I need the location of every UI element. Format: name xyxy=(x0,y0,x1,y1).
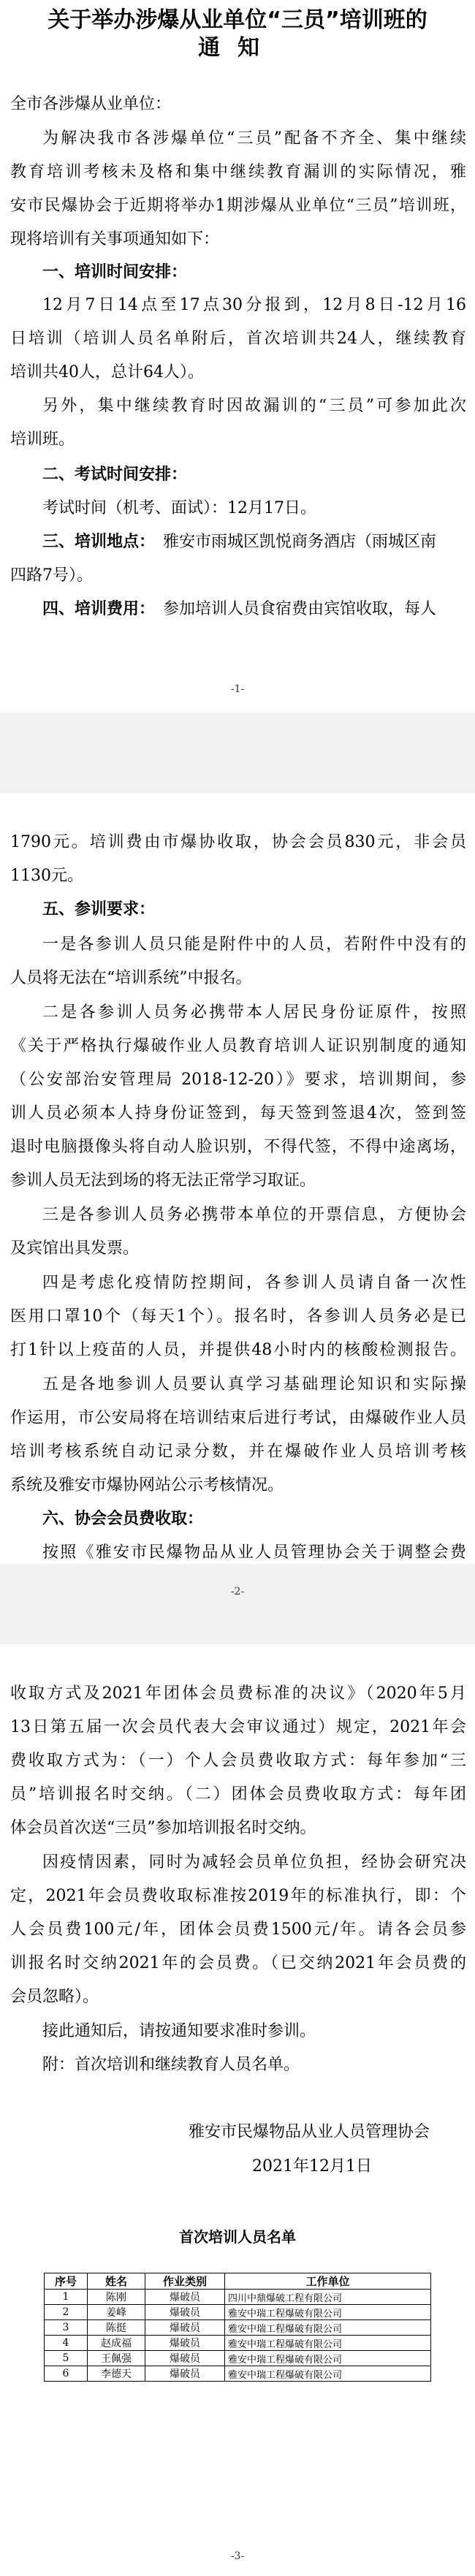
covid-line: 定，2021年会员费收取标准按2019年的标准执行，即：个 xyxy=(10,1887,466,1905)
covid-line: 会员忽略）。 xyxy=(10,1988,99,2006)
section5-p4-line: 打1针以上疫苗的人员，并提供48小时内的核酸检测报告。 xyxy=(10,1341,466,1359)
cell-category: 爆破员 xyxy=(145,2366,225,2382)
cell-company: 四川中鼎爆破工程有限公司 xyxy=(225,2290,431,2305)
cell-seq: 1 xyxy=(45,2290,88,2305)
section5-p2-line: 参训人员无法到场的将无法正常学习取证。 xyxy=(10,1171,316,1190)
closing-text: 接此通知后，请按通知要求准时参训。 xyxy=(42,2022,316,2040)
page-number: -1- xyxy=(230,683,245,695)
section5-p5-line: 作运用，市公安局将在培训结束后进行考试，由爆破作业人员 xyxy=(10,1409,466,1427)
section1-extra-line: 培训班。 xyxy=(10,430,75,449)
section5-p4-line: 医用口罩10个（每天1个）。报名时，各参训人员务必是已 xyxy=(10,1307,466,1326)
section6-heading: 六、协会会员费收取： xyxy=(42,1510,204,1528)
cell-company: 雅安中瑞工程爆破有限公司 xyxy=(225,2351,431,2366)
cell-company: 雅安中瑞工程爆破有限公司 xyxy=(225,2305,431,2320)
section4-cont: 1130元。 xyxy=(10,867,83,885)
page-number: -2- xyxy=(230,1586,245,1597)
cell-category: 爆破员 xyxy=(145,2320,225,2336)
cell-category: 爆破员 xyxy=(145,2336,225,2351)
cell-name: 王佩强 xyxy=(88,2351,145,2366)
table-row xyxy=(45,2320,431,2336)
section6-cont-line: 收取方式及2021年团体会员费标准的决议》（2020年5月 xyxy=(10,1684,466,1703)
section4-heading: 四、培训费用： xyxy=(42,600,156,618)
cell-name: 姜峰 xyxy=(88,2305,145,2320)
section5-heading: 五、参训要求： xyxy=(42,900,156,919)
section5-p2-line: 训人员必须本人持身份证签到，每天签到签退4次，签到签 xyxy=(10,1104,466,1122)
cell-company: 雅安中瑞工程爆破有限公司 xyxy=(225,2336,431,2351)
cell-company: 雅安中瑞工程爆破有限公司 xyxy=(225,2366,431,2382)
section5-p2-line: 《关于严格执行爆破作业人员教育培训人证识别制度的通知 xyxy=(10,1037,466,1055)
section6-cont-line: 体会员首次送“三员”参加培训报名时交纳。 xyxy=(10,1819,316,1837)
page-gap-1 xyxy=(0,713,475,793)
section4-text: 参加培训人员食宿费由宾馆收取，每人 xyxy=(163,600,437,618)
section2-text: 考试时间（机考、面试）：12月17日。 xyxy=(42,499,316,517)
cell-category: 爆破员 xyxy=(145,2351,225,2366)
intro-line: 现将培训有关事项通知如下： xyxy=(10,230,220,248)
cell-seq: 6 xyxy=(45,2366,88,2382)
section2-heading: 二、考试时间安排： xyxy=(42,466,188,484)
intro-line: 安市民爆协会于近期将举办1期涉爆从业单位“三员”培训班， xyxy=(10,197,466,215)
cell-name: 李德天 xyxy=(88,2366,145,2382)
section5-p1-line: 一是各参训人员只能是附件中的人员，若附件中没有的 xyxy=(42,935,466,954)
table-row xyxy=(45,2366,431,2382)
first-training-table xyxy=(44,2273,431,2382)
covid-line: 训报名时交纳2021年的会员费。（已交纳2021年会员费的 xyxy=(10,1954,466,1972)
table-row xyxy=(45,2290,431,2305)
covid-line: 人会员费100元/年，团体会员费1500元/年。请各会员参 xyxy=(10,1920,466,1939)
section6-cont-line: 费收取方式为：（一）个人会员费收取方式：每年参加“三 xyxy=(10,1752,466,1770)
cell-seq: 4 xyxy=(45,2336,88,2351)
cell-seq: 3 xyxy=(45,2320,88,2336)
table-header-row xyxy=(45,2273,431,2290)
addressee: 全市各涉爆从业单位： xyxy=(10,95,172,113)
intro-line: 教育培训考核未及格和集中继续教育漏训的实际情况，雅 xyxy=(10,163,466,181)
section6-cont-line: 13日第五届一次会员代表大会审议通过）规定，2021年会 xyxy=(10,1718,466,1736)
header-name: 姓名 xyxy=(88,2273,145,2290)
section5-p3-line: 三是各参训人员务必携带本单位的开票信息，方便协会 xyxy=(42,1206,466,1224)
cell-company: 雅安中瑞工程爆破有限公司 xyxy=(225,2320,431,2336)
section3-text2: 四路7号）。 xyxy=(10,566,93,585)
signature-date: 2021年12月1日 xyxy=(252,2157,372,2176)
signature-org: 雅安市民爆物品从业人员管理协会 xyxy=(189,2123,430,2141)
intro-line: 为解决我市各涉爆单位“三员”配备不齐全、集中继续 xyxy=(42,129,466,148)
page-number: -3- xyxy=(230,2550,245,2562)
section5-p5-line: 培训考核系统自动记录分数，并在爆破作业人员培训考核 xyxy=(10,1443,466,1461)
header-company: 工作单位 xyxy=(225,2273,431,2290)
section3-heading: 三、培训地点： xyxy=(42,533,156,551)
header-seq: 序号 xyxy=(45,2273,88,2290)
table-title: 首次培训人员名单 xyxy=(179,2228,296,2246)
cell-category: 爆破员 xyxy=(145,2305,225,2320)
section1-line: 培训共40人，总计64人）。 xyxy=(10,363,204,381)
cell-seq: 5 xyxy=(45,2351,88,2366)
covid-line: 因疫情因素，同时为减轻会员单位负担，经协会研究决 xyxy=(42,1853,466,1872)
section5-p2-line: （公安部治安管理局 2018-12-20）》要求，培训期间，参 xyxy=(10,1071,466,1089)
cell-seq: 2 xyxy=(45,2305,88,2320)
cell-name: 陈挺 xyxy=(88,2320,145,2336)
section5-p2-line: 退时电脑摄像头将自动人脸识别，不得代签，不得中途离场， xyxy=(10,1138,466,1156)
table-row xyxy=(45,2305,431,2320)
section3-text: 雅安市雨城区凯悦商务酒店（雨城区南 xyxy=(163,533,437,551)
header-category: 作业类别 xyxy=(145,2273,225,2290)
table-row xyxy=(45,2336,431,2351)
section5-p5-line: 系统及雅安市爆协网站公示考核情况。 xyxy=(10,1476,284,1494)
section5-p2-line: 二是各参训人员务必携带本人居民身份证原件，按照 xyxy=(42,1003,466,1022)
section1-heading: 一、培训时间安排： xyxy=(42,263,188,281)
section5-p3-line: 及宾馆出具发票。 xyxy=(10,1239,140,1258)
section5-p1-line: 人员将无法在“培训系统”中报名。 xyxy=(10,969,252,987)
cell-category: 爆破员 xyxy=(145,2290,225,2305)
section1-line: 12月7日14点至17点30分报到，12月8日-12月16 xyxy=(42,296,466,314)
cell-name: 陈刚 xyxy=(88,2290,145,2305)
attachment-text: 附：首次培训和继续教育人员名单。 xyxy=(42,2056,300,2074)
doc-title-line2: 通知 xyxy=(198,35,277,61)
doc-title-line1: 关于举办涉爆从业单位“三员”培训班的 xyxy=(48,7,428,33)
section1-line: 日培训（培训人员名单附后，首次培训共24人，继续教育 xyxy=(10,330,466,348)
section6-text: 按照《雅安市民爆物品从业人员管理协会关于调整会费 xyxy=(42,1543,466,1562)
section4-cont: 1790元。培训费由市爆协收取，协会会员830元，非会员 xyxy=(10,833,466,851)
page-gap-2 xyxy=(0,1564,475,1644)
cell-name: 赵成福 xyxy=(88,2336,145,2351)
section5-p5-line: 五是各地参训人员要认真学习基础理论知识和实际操 xyxy=(42,1375,466,1394)
section6-cont-line: 员”培训报名时交纳。（二）团体会员费收取方式：每年团 xyxy=(10,1785,466,1804)
table-row xyxy=(45,2351,431,2366)
section1-extra-line: 另外，集中继续教育时因故漏训的“三员”可参加此次 xyxy=(42,397,466,415)
section5-p4-line: 四是考虑化疫情防控期间，各参训人员请自备一次性 xyxy=(42,1274,466,1292)
